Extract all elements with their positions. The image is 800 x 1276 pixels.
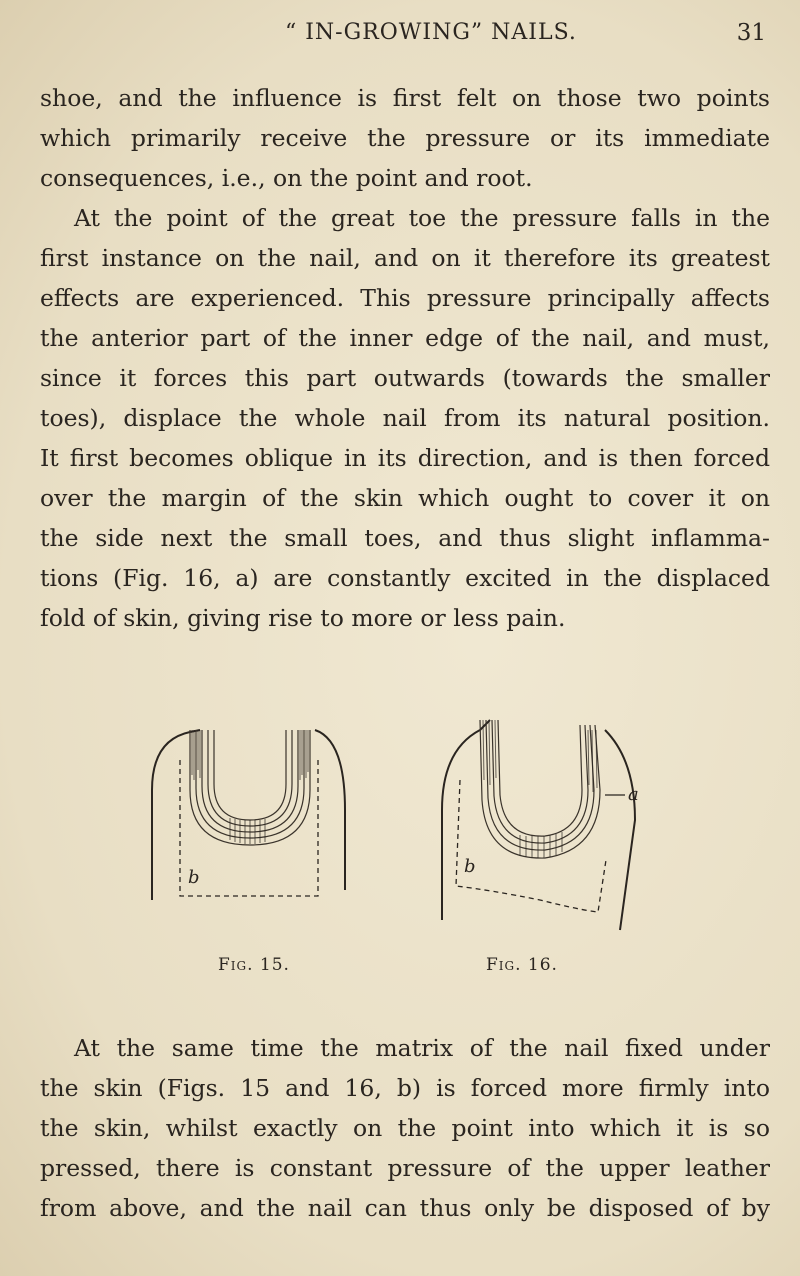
text-line: from above, and the nail can thus only be disposed of by xyxy=(40,1194,770,1222)
text-line: which primarily receive the pressure or its immediate xyxy=(40,124,770,152)
paragraph-1 xyxy=(40,78,770,638)
label-a: a xyxy=(628,784,639,805)
text-line: the skin (Figs. 15 and 16, b) is forced more firmly into xyxy=(40,1074,770,1102)
text-line: consequences, i.e., on the point and root. xyxy=(40,164,533,192)
text-line: the side next the small toes, and thus slight inflamma- xyxy=(40,524,770,552)
text-line: fold of skin, giving rise to more or less pain. xyxy=(40,604,566,632)
running-head: “ IN-GROWING” NAILS. xyxy=(285,20,577,45)
text-line: over the margin of the skin which ought to cover it on xyxy=(40,484,770,512)
figure-16 xyxy=(420,700,680,975)
text-line: effects are experienced. This pressure principally affects xyxy=(40,284,770,312)
text-line: tions (Fig. 16, a) are constantly excited in the displaced xyxy=(40,564,770,592)
toe-nail-illustration-fig15 xyxy=(140,700,360,950)
figure-caption: Fig. 15. xyxy=(218,955,290,975)
text-line: first instance on the nail, and on it therefore its greatest xyxy=(40,244,770,272)
figure-caption: Fig. 16. xyxy=(486,955,558,975)
paragraph-2 xyxy=(40,1028,770,1228)
figures-block xyxy=(140,700,660,990)
text-line: pressed, there is constant pressure of the upper leather xyxy=(40,1154,770,1182)
text-line: At the same time the matrix of the nail fixed under xyxy=(74,1034,770,1062)
text-line: the skin, whilst exactly on the point into which it is so xyxy=(40,1114,770,1142)
text-line: It first becomes oblique in its direction, and is then forced xyxy=(40,444,770,472)
text-line: the anterior part of the inner edge of the nail, and must, xyxy=(40,324,770,352)
text-line: since it forces this part outwards (towards the smaller xyxy=(40,364,770,392)
text-line: shoe, and the influence is first felt on those two points xyxy=(40,84,770,112)
label-b: b xyxy=(188,867,200,888)
toe-nail-illustration-fig16 xyxy=(420,700,680,950)
text-line: toes), displace the whole nail from its natural position. xyxy=(40,404,770,432)
page-number: 31 xyxy=(736,20,766,46)
figure-15 xyxy=(140,700,360,975)
label-b: b xyxy=(464,856,476,877)
text-line: At the point of the great toe the pressure falls in the xyxy=(74,204,770,232)
page-header xyxy=(0,14,800,54)
